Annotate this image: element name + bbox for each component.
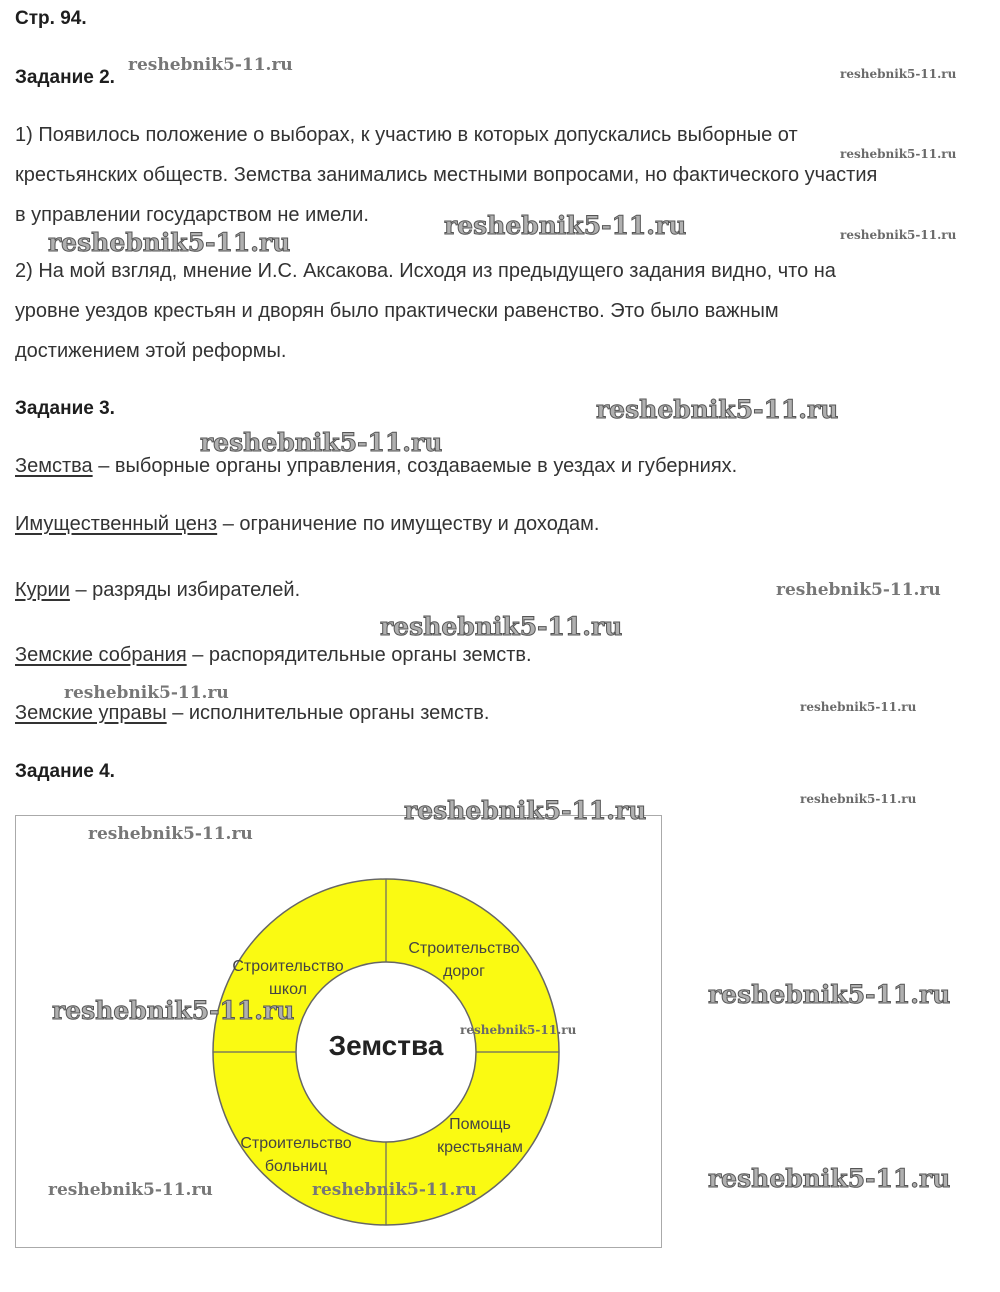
segment-line: Помощь: [449, 1116, 511, 1133]
term-definition: – выборные органы управления, создаваемые в уездах и губерниях.: [92, 455, 738, 477]
term-definition: – ограничение по имуществу и доходам.: [217, 513, 600, 535]
watermark: reshebnik5-11.ru: [64, 683, 229, 703]
watermark: reshebnik5-11.ru: [840, 67, 957, 81]
term-definition: – исполнительные органы земств.: [166, 702, 490, 724]
task4-heading: Задание 4.: [15, 761, 115, 782]
segment-line: дорог: [443, 963, 485, 980]
segment-roads: [384, 937, 544, 983]
term: Курии: [15, 579, 70, 601]
watermark: reshebnik5-11.ru: [444, 211, 687, 240]
watermark: reshebnik5-11.ru: [200, 428, 443, 457]
segment-line: Строительство: [408, 940, 520, 957]
term: Земские собрания: [15, 644, 187, 666]
segment-line: больниц: [264, 1158, 328, 1175]
text-line: в управлении государством не имели.: [15, 204, 369, 226]
text-line: крестьянских обществ. Земства занимались местными вопросами, но фактического участия: [15, 164, 878, 186]
watermark: reshebnik5-11.ru: [52, 996, 295, 1025]
segment-line: Строительство: [232, 958, 344, 975]
segment-line: крестьянам: [437, 1139, 523, 1156]
watermark: reshebnik5-11.ru: [596, 395, 839, 424]
watermark: reshebnik5-11.ru: [312, 1180, 477, 1200]
task2-heading: Задание 2.: [15, 67, 115, 88]
task3-heading: Задание 3.: [15, 398, 115, 419]
segment-line: школ: [269, 981, 307, 998]
watermark: reshebnik5-11.ru: [840, 147, 957, 161]
watermark: reshebnik5-11.ru: [800, 700, 917, 714]
definition-zemstva: [15, 455, 737, 478]
text-line: уровне уездов крестьян и дворян было практически равенство. Это было важным: [15, 300, 779, 322]
text-line: 2) На мой взгляд, мнение И.С. Аксакова. Исходя из предыдущего задания видно, что на: [15, 260, 836, 282]
term-definition: – разряды избирателей.: [69, 579, 301, 601]
text-line: 1) Появилось положение о выборах, к участию в которых допускались выборные от: [15, 124, 798, 146]
watermark: reshebnik5-11.ru: [128, 55, 293, 75]
task2-answer2: [15, 251, 1000, 371]
page-number: Стр. 94.: [15, 8, 87, 29]
watermark: reshebnik5-11.ru: [460, 1023, 577, 1037]
diagram-center-label: Земства: [328, 1030, 444, 1061]
watermark: reshebnik5-11.ru: [88, 824, 253, 844]
definition-zemsky-assemblies: [15, 644, 532, 667]
segment-hospitals: [216, 1132, 376, 1178]
watermark: reshebnik5-11.ru: [840, 228, 957, 242]
term-definition: – распорядительные органы земств.: [186, 644, 532, 666]
watermark: reshebnik5-11.ru: [776, 580, 941, 600]
segment-schools: [208, 955, 368, 1001]
definition-property-qualification: [15, 513, 599, 536]
watermark: reshebnik5-11.ru: [48, 228, 291, 257]
definition-curiae: [15, 579, 300, 602]
watermark: reshebnik5-11.ru: [404, 796, 647, 825]
watermark: reshebnik5-11.ru: [380, 612, 623, 641]
term: Земства: [15, 455, 93, 477]
segment-line: Строительство: [240, 1135, 352, 1152]
text-line: достижением этой реформы.: [15, 340, 287, 362]
watermark: reshebnik5-11.ru: [48, 1180, 213, 1200]
term: Имущественный ценз: [15, 513, 218, 535]
segment-peasant-aid: [400, 1113, 560, 1159]
definition-zemsky-boards: [15, 702, 489, 725]
watermark: reshebnik5-11.ru: [800, 792, 917, 806]
watermark: reshebnik5-11.ru: [708, 1164, 951, 1193]
watermark: reshebnik5-11.ru: [708, 980, 951, 1009]
term: Земские управы: [15, 702, 167, 724]
